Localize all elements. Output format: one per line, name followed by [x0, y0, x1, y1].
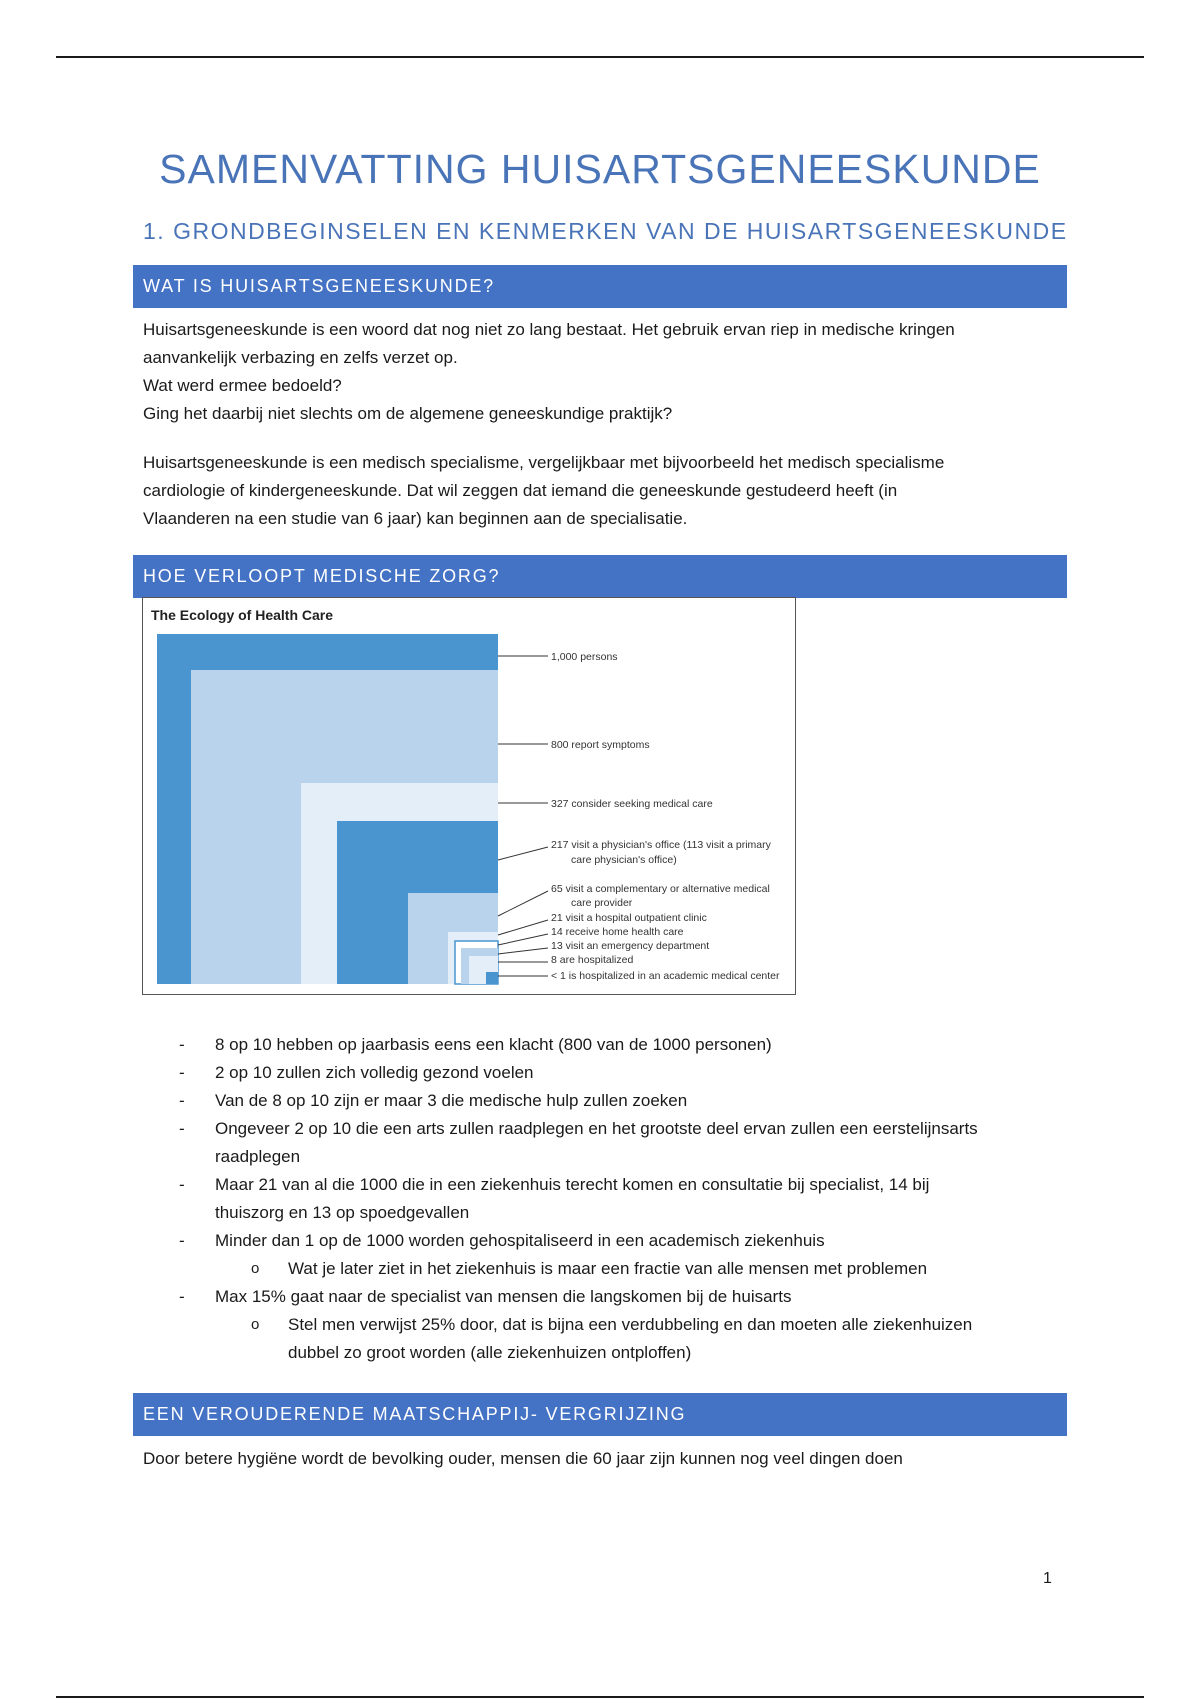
square-academic-center: [486, 972, 498, 984]
list-item-text: 8 op 10 hebben op jaarbasis eens een klacht (800 van de 1000 personen): [215, 1035, 772, 1054]
figure-label: 1,000 persons: [551, 651, 618, 663]
text-line: Wat werd ermee bedoeld?: [143, 376, 342, 395]
list-item-text: Minder dan 1 op de 1000 worden gehospitaliseerd in een academisch ziekenhuis: [215, 1231, 825, 1250]
text-line: Huisartsgeneeskunde is een woord dat nog niet zo lang bestaat. Het gebruik ervan riep in medische kringen: [143, 320, 955, 339]
chapter-heading: 1. GRONDBEGINSELEN EN KENMERKEN VAN DE HUISARTSGENEESKUNDE: [143, 218, 1068, 244]
list-item: [143, 1031, 1063, 1059]
list-item: [143, 1115, 1063, 1171]
footer-rule: [56, 1696, 1144, 1698]
list-item: [143, 1227, 1063, 1255]
specialism-paragraph: [143, 449, 1063, 533]
figure-label: care physician's office): [571, 854, 677, 866]
figure-label: 13 visit an emergency department: [551, 940, 710, 952]
text-line: Door betere hygiëne wordt de bevolking ouder, mensen die 60 jaar zijn kunnen nog veel dingen doen: [143, 1449, 903, 1468]
intro-paragraph: [143, 316, 1063, 428]
bullet-marker: o: [251, 1316, 260, 1333]
header-rule: [56, 56, 1144, 58]
ecology-diagram: [143, 598, 795, 994]
list-item-text: Van de 8 op 10 zijn er maar 3 die medische hulp zullen zoeken: [215, 1091, 688, 1110]
bullet-marker: -: [179, 1175, 185, 1194]
text-line: Huisartsgeneeskunde is een medisch specialisme, vergelijkbaar met bijvoorbeeld het medisch specialisme: [143, 453, 945, 472]
bullet-marker: -: [179, 1231, 185, 1250]
list-item-text: 2 op 10 zullen zich volledig gezond voelen: [215, 1063, 534, 1082]
figure-label: 327 consider seeking medical care: [551, 798, 713, 810]
figure-label: 14 receive home health care: [551, 926, 684, 938]
list-item-text: Wat je later ziet in het ziekenhuis is maar een fractie van alle mensen met problemen: [288, 1259, 928, 1278]
list-item-text: Max 15% gaat naar de specialist van mensen die langskomen bij de huisarts: [215, 1287, 792, 1306]
figure-label: 217 visit a physician's office (113 visit a primary: [551, 839, 771, 851]
text-line: aanvankelijk verbazing en zelfs verzet op.: [143, 348, 458, 367]
bullet-marker: -: [179, 1035, 185, 1054]
leader-line: [498, 948, 548, 954]
section-heading-wat-is: WAT IS HUISARTSGENEESKUNDE?: [133, 265, 1067, 308]
aging-paragraph: [143, 1445, 1063, 1473]
text-line: Ging het daarbij niet slechts om de algemene geneeskundige praktijk?: [143, 404, 673, 423]
list-item-text: Ongeveer 2 op 10 die een arts zullen raadplegen en het grootste deel ervan zullen een eerstelijnsarts: [215, 1119, 978, 1138]
bullet-marker: -: [179, 1091, 185, 1110]
list-item: [143, 1087, 1063, 1115]
figure-label: 8 are hospitalized: [551, 954, 634, 966]
list-item: [143, 1171, 1063, 1227]
list-item: [143, 1059, 1063, 1087]
text-line: Vlaanderen na een studie van 6 jaar) kan beginnen aan de specialisatie.: [143, 509, 688, 528]
figure-label: < 1 is hospitalized in an academic medical center: [551, 970, 780, 982]
text-line: cardiologie of kindergeneeskunde. Dat wil zeggen dat iemand die geneeskunde gestudeerd heeft (in: [143, 481, 898, 500]
sub-list-item: [143, 1255, 1063, 1283]
list-item-text: thuiszorg en 13 op spoedgevallen: [215, 1203, 470, 1222]
list-item-text: dubbel zo groot worden (alle ziekenhuizen ontploffen): [288, 1343, 692, 1362]
section-heading-medische-zorg: HOE VERLOOPT MEDISCHE ZORG?: [133, 555, 1067, 598]
list-item-text: Maar 21 van al die 1000 die in een ziekenhuis terecht komen en consultatie bij specialist, 14 bij: [215, 1175, 930, 1194]
list-item: [143, 1283, 1063, 1311]
figure-label: 65 visit a complementary or alternative medical: [551, 883, 770, 895]
figure-title: The Ecology of Health Care: [151, 607, 334, 623]
bullet-marker: -: [179, 1287, 185, 1306]
bullet-marker: o: [251, 1260, 260, 1277]
figure-label: 21 visit a hospital outpatient clinic: [551, 912, 707, 924]
leader-line: [498, 847, 548, 860]
leader-line: [498, 891, 548, 916]
page-number: 1: [1043, 1570, 1052, 1587]
figure-label: 800 report symptoms: [551, 739, 650, 751]
bullet-list: [143, 1031, 1063, 1367]
leader-line: [498, 920, 548, 935]
bullet-marker: -: [179, 1119, 185, 1138]
leader-line: [498, 934, 548, 945]
document-title: SAMENVATTING HUISARTSGENEESKUNDE: [159, 146, 1041, 192]
section-heading-vergrijzing: EEN VEROUDERENDE MAATSCHAPPIJ- VERGRIJZING: [133, 1393, 1067, 1436]
list-item-text: raadplegen: [215, 1147, 301, 1166]
sub-list-item: [143, 1311, 1063, 1367]
bullet-marker: -: [179, 1063, 185, 1082]
ecology-of-health-care-figure: [142, 597, 796, 995]
list-item-text: Stel men verwijst 25% door, dat is bijna een verdubbeling en dan moeten alle ziekenhuizen: [288, 1315, 973, 1334]
figure-label: care provider: [571, 897, 633, 909]
